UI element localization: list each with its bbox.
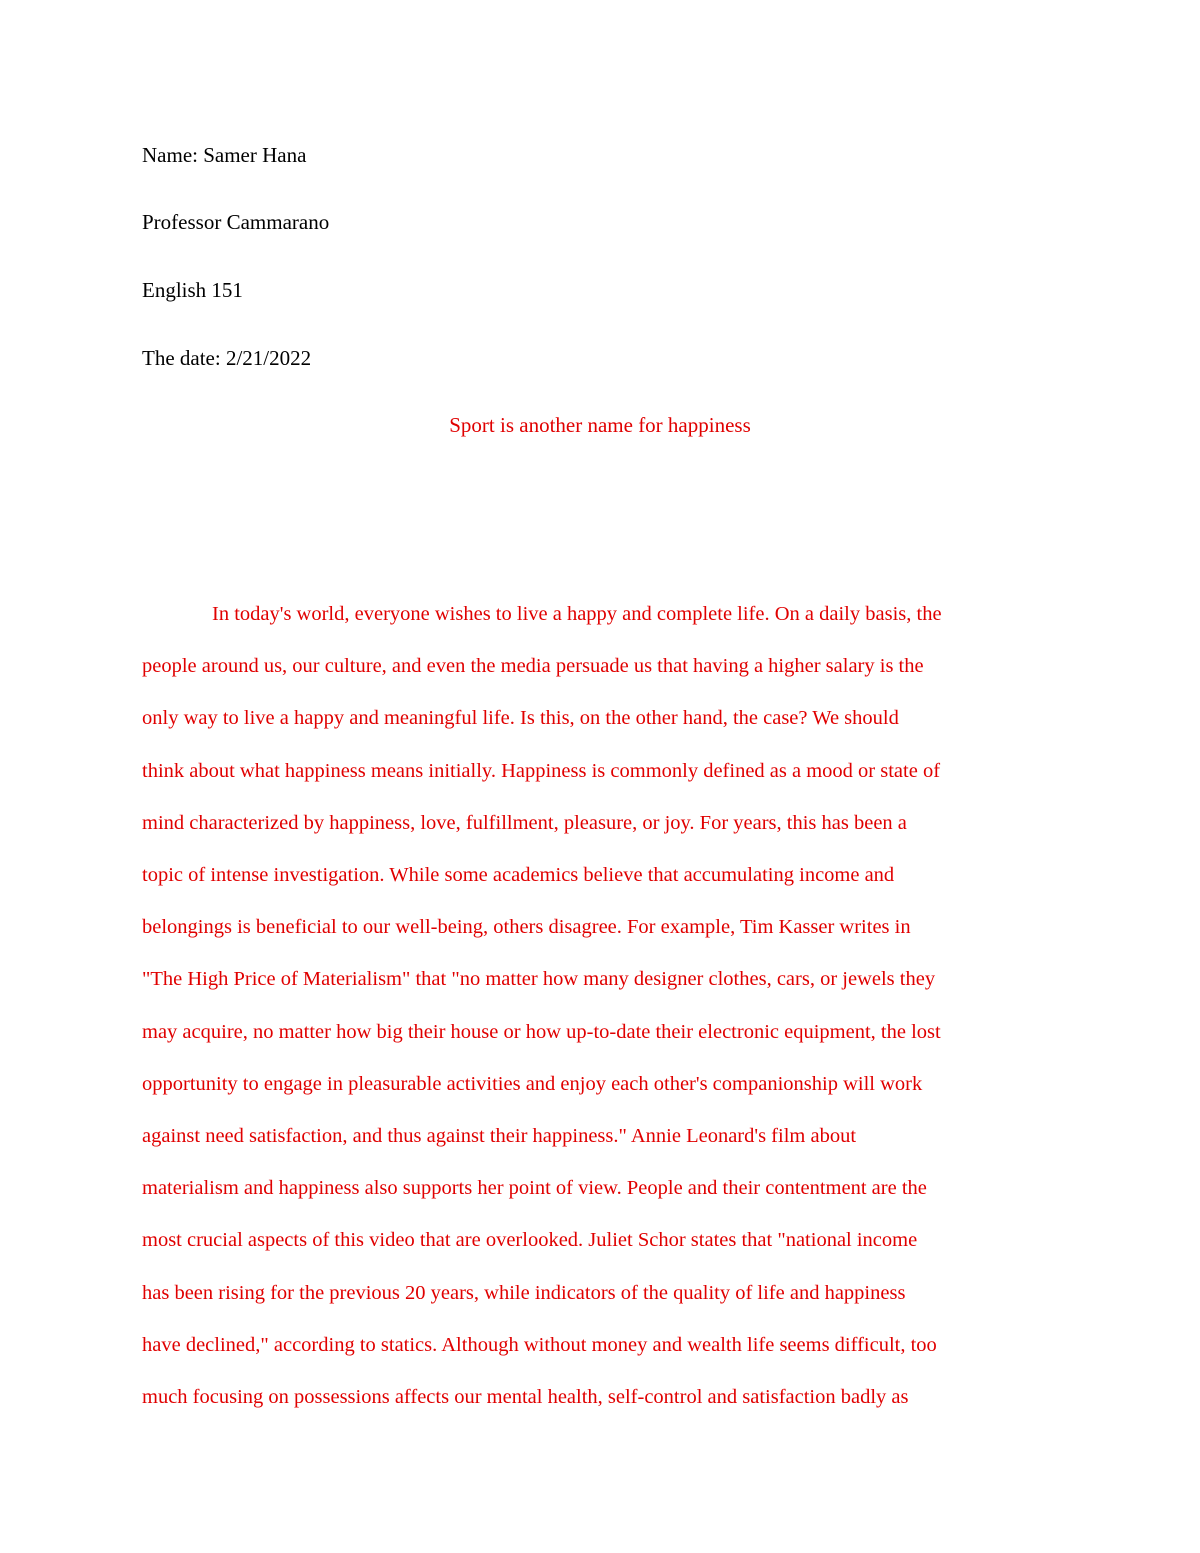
body-line: have declined," according to statics. Although without money and wealth life seems difficult, too: [142, 1333, 937, 1356]
date-line: The date: 2/21/2022: [142, 346, 312, 370]
body-line: against need satisfaction, and thus against their happiness." Annie Leonard's film about: [142, 1125, 857, 1147]
body-line: only way to live a happy and meaningful life. Is this, on the other hand, the case? We should: [142, 707, 899, 730]
body-line: has been rising for the previous 20 years, while indicators of the quality of life and happiness: [142, 1281, 906, 1304]
body-line: materialism and happiness also supports her point of view. People and their contentment are the: [142, 1177, 927, 1200]
course-line: English 151: [142, 278, 243, 302]
body-line: people around us, our culture, and even the media persuade us that having a higher salary is the: [142, 655, 924, 678]
body-line: much focusing on possessions affects our mental health, self-control and satisfaction badly as: [142, 1386, 909, 1408]
body-line: belongings is beneficial to our well-being, others disagree. For example, Tim Kasser writes in: [142, 916, 911, 939]
body-line: "The High Price of Materialism" that "no matter how many designer clothes, cars, or jewels they: [142, 968, 936, 991]
essay-title: Sport is another name for happiness: [449, 413, 751, 437]
body-line: In today's world, everyone wishes to live a happy and complete life. On a daily basis, the: [212, 603, 942, 625]
body-line: most crucial aspects of this video that are overlooked. Juliet Schor states that "national income: [142, 1229, 918, 1252]
body-line: think about what happiness means initially. Happiness is commonly defined as a mood or state of: [142, 759, 941, 782]
professor-line: Professor Cammarano: [142, 210, 330, 234]
body-line: may acquire, no matter how big their house or how up-to-date their electronic equipment, the lost: [142, 1020, 941, 1043]
body-line: mind characterized by happiness, love, fulfillment, pleasure, or joy. For years, this has been a: [142, 811, 907, 834]
body-line: topic of intense investigation. While some academics believe that accumulating income and: [142, 864, 895, 886]
student-name-line: Name: Samer Hana: [142, 143, 307, 167]
body-line: opportunity to engage in pleasurable activities and enjoy each other's companionship will work: [142, 1072, 923, 1095]
